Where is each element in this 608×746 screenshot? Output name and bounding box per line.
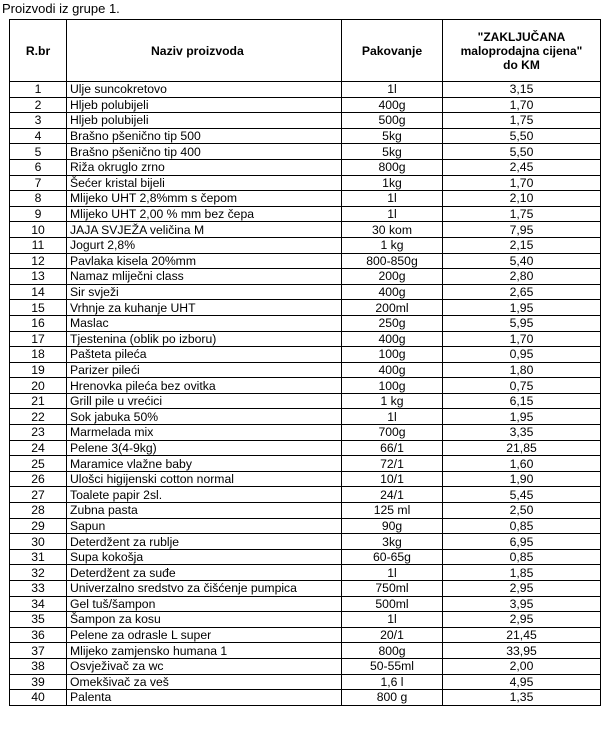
table-row — [10, 347, 601, 363]
price-cell: 0,75 — [443, 378, 601, 394]
price-cell: 6,95 — [443, 534, 601, 550]
row-number-cell: 36 — [10, 627, 67, 643]
price-cell: 5,40 — [443, 253, 601, 269]
table-row — [10, 82, 601, 98]
table-row — [10, 471, 601, 487]
product-name-cell: Gel tuš/šampon — [67, 596, 342, 612]
row-number-cell: 6 — [10, 159, 67, 175]
row-number-cell: 10 — [10, 222, 67, 238]
packaging-cell: 750ml — [342, 581, 443, 597]
product-name-cell: Sir svježi — [67, 284, 342, 300]
packaging-cell: 400g — [342, 284, 443, 300]
product-name-cell: Namaz mliječni class — [67, 269, 342, 285]
price-cell: 21,45 — [443, 627, 601, 643]
product-name-cell: Hrenovka pileća bez ovitka — [67, 378, 342, 394]
table-row — [10, 440, 601, 456]
price-cell: 1,90 — [443, 471, 601, 487]
product-name-cell: Mlijeko zamjensko humana 1 — [67, 643, 342, 659]
table-row — [10, 549, 601, 565]
product-name-cell: Sok jabuka 50% — [67, 409, 342, 425]
price-cell: 2,95 — [443, 612, 601, 628]
product-name-cell: Sapun — [67, 518, 342, 534]
packaging-cell: 800g — [342, 643, 443, 659]
row-number-cell: 22 — [10, 409, 67, 425]
price-cell: 3,15 — [443, 82, 601, 98]
row-number-cell: 20 — [10, 378, 67, 394]
price-cell: 1,70 — [443, 175, 601, 191]
table-row — [10, 643, 601, 659]
row-number-cell: 32 — [10, 565, 67, 581]
product-name-cell: Deterdžent za rublje — [67, 534, 342, 550]
row-number-cell: 23 — [10, 425, 67, 441]
table-row — [10, 222, 601, 238]
table-row — [10, 425, 601, 441]
packaging-cell: 5kg — [342, 144, 443, 160]
row-number-cell: 5 — [10, 144, 67, 160]
product-name-cell: Vrhnje za kuhanje UHT — [67, 300, 342, 316]
price-cell: 2,45 — [443, 159, 601, 175]
price-cell: 3,95 — [443, 596, 601, 612]
packaging-cell: 1l — [342, 191, 443, 207]
table-row — [10, 393, 601, 409]
header-price-line-3: do KM — [503, 57, 540, 72]
table-row — [10, 331, 601, 347]
table-row — [10, 378, 601, 394]
packaging-cell: 800-850g — [342, 253, 443, 269]
price-cell: 0,85 — [443, 549, 601, 565]
price-cell: 1,80 — [443, 362, 601, 378]
price-cell: 1,70 — [443, 97, 601, 113]
packaging-cell: 400g — [342, 97, 443, 113]
table-row — [10, 658, 601, 674]
price-cell: 7,95 — [443, 222, 601, 238]
price-cell: 4,95 — [443, 674, 601, 690]
product-name-cell: Tjestenina (oblik po izboru) — [67, 331, 342, 347]
row-number-cell: 38 — [10, 658, 67, 674]
packaging-cell: 250g — [342, 315, 443, 331]
product-name-cell: Osvježivač za wc — [67, 658, 342, 674]
product-name-cell: Palenta — [67, 690, 342, 706]
row-number-cell: 4 — [10, 128, 67, 144]
price-cell: 3,35 — [443, 425, 601, 441]
product-name-cell: Jogurt 2,8% — [67, 237, 342, 253]
row-number-cell: 13 — [10, 269, 67, 285]
table-row — [10, 128, 601, 144]
product-name-cell: Pelene 3(4-9kg) — [67, 440, 342, 456]
packaging-cell: 500g — [342, 113, 443, 129]
row-number-cell: 27 — [10, 487, 67, 503]
packaging-cell: 30 kom — [342, 222, 443, 238]
packaging-cell: 1l — [342, 565, 443, 581]
header-locked-price — [443, 20, 601, 82]
table-caption: Proizvodi iz grupe 1. — [2, 1, 120, 16]
packaging-cell: 125 ml — [342, 503, 443, 519]
table-row — [10, 581, 601, 597]
packaging-cell: 50-55ml — [342, 658, 443, 674]
row-number-cell: 34 — [10, 596, 67, 612]
table-row — [10, 565, 601, 581]
price-cell: 5,50 — [443, 128, 601, 144]
row-number-cell: 26 — [10, 471, 67, 487]
product-name-cell: Mlijeko UHT 2,8%mm s čepom — [67, 191, 342, 207]
price-cell: 2,80 — [443, 269, 601, 285]
table-row — [10, 534, 601, 550]
product-name-cell: Pašteta pileća — [67, 347, 342, 363]
row-number-cell: 40 — [10, 690, 67, 706]
table-row — [10, 612, 601, 628]
price-cell: 1,75 — [443, 113, 601, 129]
packaging-cell: 1l — [342, 206, 443, 222]
packaging-cell: 800 g — [342, 690, 443, 706]
packaging-cell: 90g — [342, 518, 443, 534]
table-row — [10, 518, 601, 534]
table-row — [10, 674, 601, 690]
row-number-cell: 18 — [10, 347, 67, 363]
row-number-cell: 15 — [10, 300, 67, 316]
product-name-cell: Omekšivač za veš — [67, 674, 342, 690]
row-number-cell: 31 — [10, 549, 67, 565]
table-row — [10, 456, 601, 472]
table-body — [10, 82, 601, 706]
table-row — [10, 627, 601, 643]
product-name-cell: Maslac — [67, 315, 342, 331]
table-row — [10, 237, 601, 253]
packaging-cell: 24/1 — [342, 487, 443, 503]
table-row — [10, 144, 601, 160]
price-cell: 2,10 — [443, 191, 601, 207]
product-name-cell: Riža okruglo zrno — [67, 159, 342, 175]
packaging-cell: 3kg — [342, 534, 443, 550]
table-row — [10, 284, 601, 300]
price-cell: 1,75 — [443, 206, 601, 222]
row-number-cell: 25 — [10, 456, 67, 472]
header-price-line-2: maloprodajna cijena" — [460, 43, 583, 58]
row-number-cell: 3 — [10, 113, 67, 129]
table-row — [10, 269, 601, 285]
row-number-cell: 7 — [10, 175, 67, 191]
table-row — [10, 113, 601, 129]
product-name-cell: Grill pile u vrećici — [67, 393, 342, 409]
product-name-cell: Brašno pšenično tip 500 — [67, 128, 342, 144]
table-row — [10, 315, 601, 331]
header-packaging: Pakovanje — [342, 20, 443, 82]
row-number-cell: 19 — [10, 362, 67, 378]
packaging-cell: 60-65g — [342, 549, 443, 565]
row-number-cell: 17 — [10, 331, 67, 347]
product-name-cell: Maramice vlažne baby — [67, 456, 342, 472]
row-number-cell: 29 — [10, 518, 67, 534]
price-cell: 2,50 — [443, 503, 601, 519]
product-name-cell: Zubna pasta — [67, 503, 342, 519]
price-cell: 1,95 — [443, 300, 601, 316]
row-number-cell: 1 — [10, 82, 67, 98]
product-name-cell: Pelene za odrasle L super — [67, 627, 342, 643]
table-row — [10, 300, 601, 316]
row-number-cell: 33 — [10, 581, 67, 597]
price-cell: 5,45 — [443, 487, 601, 503]
price-cell: 2,65 — [443, 284, 601, 300]
price-cell: 21,85 — [443, 440, 601, 456]
table-header — [10, 20, 601, 82]
packaging-cell: 66/1 — [342, 440, 443, 456]
packaging-cell: 1l — [342, 409, 443, 425]
row-number-cell: 9 — [10, 206, 67, 222]
packaging-cell: 5kg — [342, 128, 443, 144]
price-cell: 1,95 — [443, 409, 601, 425]
price-cell: 5,95 — [443, 315, 601, 331]
packaging-cell: 1 kg — [342, 237, 443, 253]
product-name-cell: Univerzalno sredstvo za čišćenje pumpica — [67, 581, 342, 597]
packaging-cell: 1 kg — [342, 393, 443, 409]
price-cell: 0,95 — [443, 347, 601, 363]
table-row — [10, 159, 601, 175]
product-name-cell: Hljeb polubijeli — [67, 97, 342, 113]
price-cell: 1,85 — [443, 565, 601, 581]
packaging-cell: 1l — [342, 82, 443, 98]
product-name-cell: Brašno pšenično tip 400 — [67, 144, 342, 160]
packaging-cell: 10/1 — [342, 471, 443, 487]
price-cell: 1,60 — [443, 456, 601, 472]
product-name-cell: Hljeb polubijeli — [67, 113, 342, 129]
product-name-cell: Ulje suncokretovo — [67, 82, 342, 98]
header-product-name: Naziv proizvoda — [67, 20, 342, 82]
packaging-cell: 800g — [342, 159, 443, 175]
product-name-cell: Šećer kristal bijeli — [67, 175, 342, 191]
product-name-cell: Ulošci higijenski cotton normal — [67, 471, 342, 487]
row-number-cell: 35 — [10, 612, 67, 628]
table-row — [10, 596, 601, 612]
table-row — [10, 206, 601, 222]
price-cell: 1,70 — [443, 331, 601, 347]
table-row — [10, 253, 601, 269]
header-row-number: R.br — [10, 20, 67, 82]
row-number-cell: 8 — [10, 191, 67, 207]
product-name-cell: Supa kokošja — [67, 549, 342, 565]
product-name-cell: Šampon za kosu — [67, 612, 342, 628]
row-number-cell: 14 — [10, 284, 67, 300]
packaging-cell: 72/1 — [342, 456, 443, 472]
table-row — [10, 175, 601, 191]
packaging-cell: 20/1 — [342, 627, 443, 643]
row-number-cell: 21 — [10, 393, 67, 409]
product-name-cell: JAJA SVJEŽA veličina M — [67, 222, 342, 238]
price-cell: 0,85 — [443, 518, 601, 534]
price-cell: 2,00 — [443, 658, 601, 674]
row-number-cell: 28 — [10, 503, 67, 519]
header-row — [10, 20, 601, 82]
packaging-cell: 100g — [342, 378, 443, 394]
row-number-cell: 30 — [10, 534, 67, 550]
packaging-cell: 1,6 l — [342, 674, 443, 690]
row-number-cell: 39 — [10, 674, 67, 690]
product-name-cell: Marmelada mix — [67, 425, 342, 441]
table-row — [10, 409, 601, 425]
packaging-cell: 500ml — [342, 596, 443, 612]
row-number-cell: 24 — [10, 440, 67, 456]
packaging-cell: 100g — [342, 347, 443, 363]
table-row — [10, 97, 601, 113]
row-number-cell: 11 — [10, 237, 67, 253]
table-row — [10, 690, 601, 706]
row-number-cell: 12 — [10, 253, 67, 269]
table-row — [10, 487, 601, 503]
price-cell: 33,95 — [443, 643, 601, 659]
packaging-cell: 1kg — [342, 175, 443, 191]
packaging-cell: 700g — [342, 425, 443, 441]
table-row — [10, 362, 601, 378]
row-number-cell: 2 — [10, 97, 67, 113]
product-name-cell: Pavlaka kisela 20%mm — [67, 253, 342, 269]
price-cell: 6,15 — [443, 393, 601, 409]
packaging-cell: 200g — [342, 269, 443, 285]
product-name-cell: Parizer pileći — [67, 362, 342, 378]
table-row — [10, 503, 601, 519]
product-name-cell: Deterdžent za suđe — [67, 565, 342, 581]
table-row — [10, 191, 601, 207]
packaging-cell: 200ml — [342, 300, 443, 316]
product-name-cell: Mlijeko UHT 2,00 % mm bez čepa — [67, 206, 342, 222]
price-table — [9, 19, 601, 706]
price-cell: 2,95 — [443, 581, 601, 597]
packaging-cell: 400g — [342, 362, 443, 378]
packaging-cell: 1l — [342, 612, 443, 628]
price-cell: 2,15 — [443, 237, 601, 253]
header-price-line-1: "ZAKLJUČANA — [477, 29, 566, 44]
price-cell: 5,50 — [443, 144, 601, 160]
price-cell: 1,35 — [443, 690, 601, 706]
packaging-cell: 400g — [342, 331, 443, 347]
row-number-cell: 16 — [10, 315, 67, 331]
row-number-cell: 37 — [10, 643, 67, 659]
product-name-cell: Toalete papir 2sl. — [67, 487, 342, 503]
